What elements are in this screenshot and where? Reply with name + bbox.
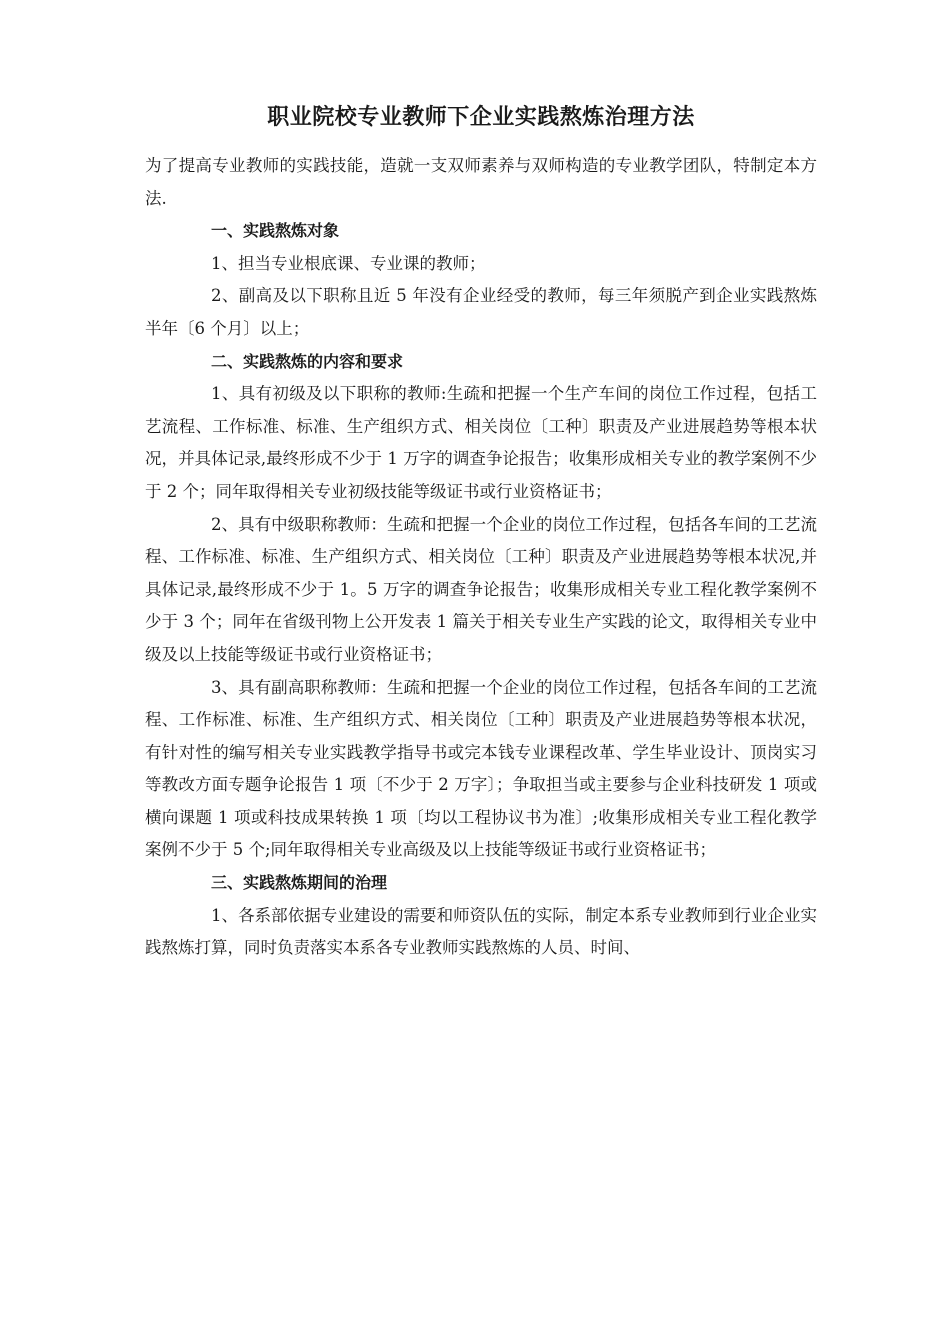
section-heading-objects: 一、实践熬炼对象 [211, 221, 340, 241]
section-heading-management: 三、实践熬炼期间的治理 [211, 873, 388, 893]
section3-item-1: 1、各系部依据专业建设的需要和师资队伍的实际，制定本系专业教师到行业企业实践熬炼打算，同时负责落实本系各专业教师实践熬炼的人员、时间、 [145, 905, 817, 958]
section2-item-3: 3、具有副高职称教师：生疏和把握一个企业的岗位工作过程，包括各车间的工艺流程、工作标准、标准、生产组织方式、相关岗位〔工种〕职责及产业进展趋势等根本状况，有针对性的编写相关专业实践教学指导书或完本钱专业课程改革、学生毕业设计、顶岗实习等教改方面专题争论报告 1 项〔不少于 2 万字〕；争取担当或主要参与企业科技研发 1 项或横向课题 1 项或科技成果转换 1 项〔均以工程协议书为准〕;收集形成相关专业工程化教学案例不少于 5 个;同年取得相关专业高级及以上技能等级证书或行业资格证书； [145, 677, 817, 860]
intro-paragraph: 为了提高专业教师的实践技能，造就一支双师素养与双师构造的专业教学团队，特制定本方法. [145, 156, 817, 208]
section1-item-1: 1、担当专业根底课、专业课的教师； [211, 253, 486, 273]
document-title: 职业院校专业教师下企业实践熬炼治理方法 [267, 105, 695, 130]
section1-item-2: 2、副高及以下职称且近 5 年没有企业经受的教师，每三年须脱产到企业实践熬炼半年〔6 个月〕以上； [145, 286, 817, 338]
section-heading-content-requirements: 二、实践熬炼的内容和要求 [211, 351, 404, 371]
section2-item-1: 1、具有初级及以下职称的教师:生疏和把握一个生产车间的岗位工作过程，包括工艺流程、工作标准、标准、生产组织方式、相关岗位〔工种〕职责及产业进展趋势等根本状况，并具体记录,最终形成不少于 1 万字的调查争论报告；收集形成相关专业的教学案例不少于 2 个；同年取得相关专业初级技能等级证书或行业资格证书； [145, 384, 817, 501]
section2-item-2: 2、具有中级职称教师：生疏和把握一个企业的岗位工作过程，包括各车间的工艺流程、工作标准、标准、生产组织方式、相关岗位〔工种〕职责及产业进展趋势等根本状况,并具体记录,最终形成不少于 1。5 万字的调查争论报告；收集形成相关专业工程化教学案例不少于 3 个；同年在省级刊物上公开发表 1 篇关于相关专业生产实践的论文，取得相关专业中级及以上技能等级证书或行业资格证书； [145, 514, 817, 664]
document-page [145, 96, 817, 965]
